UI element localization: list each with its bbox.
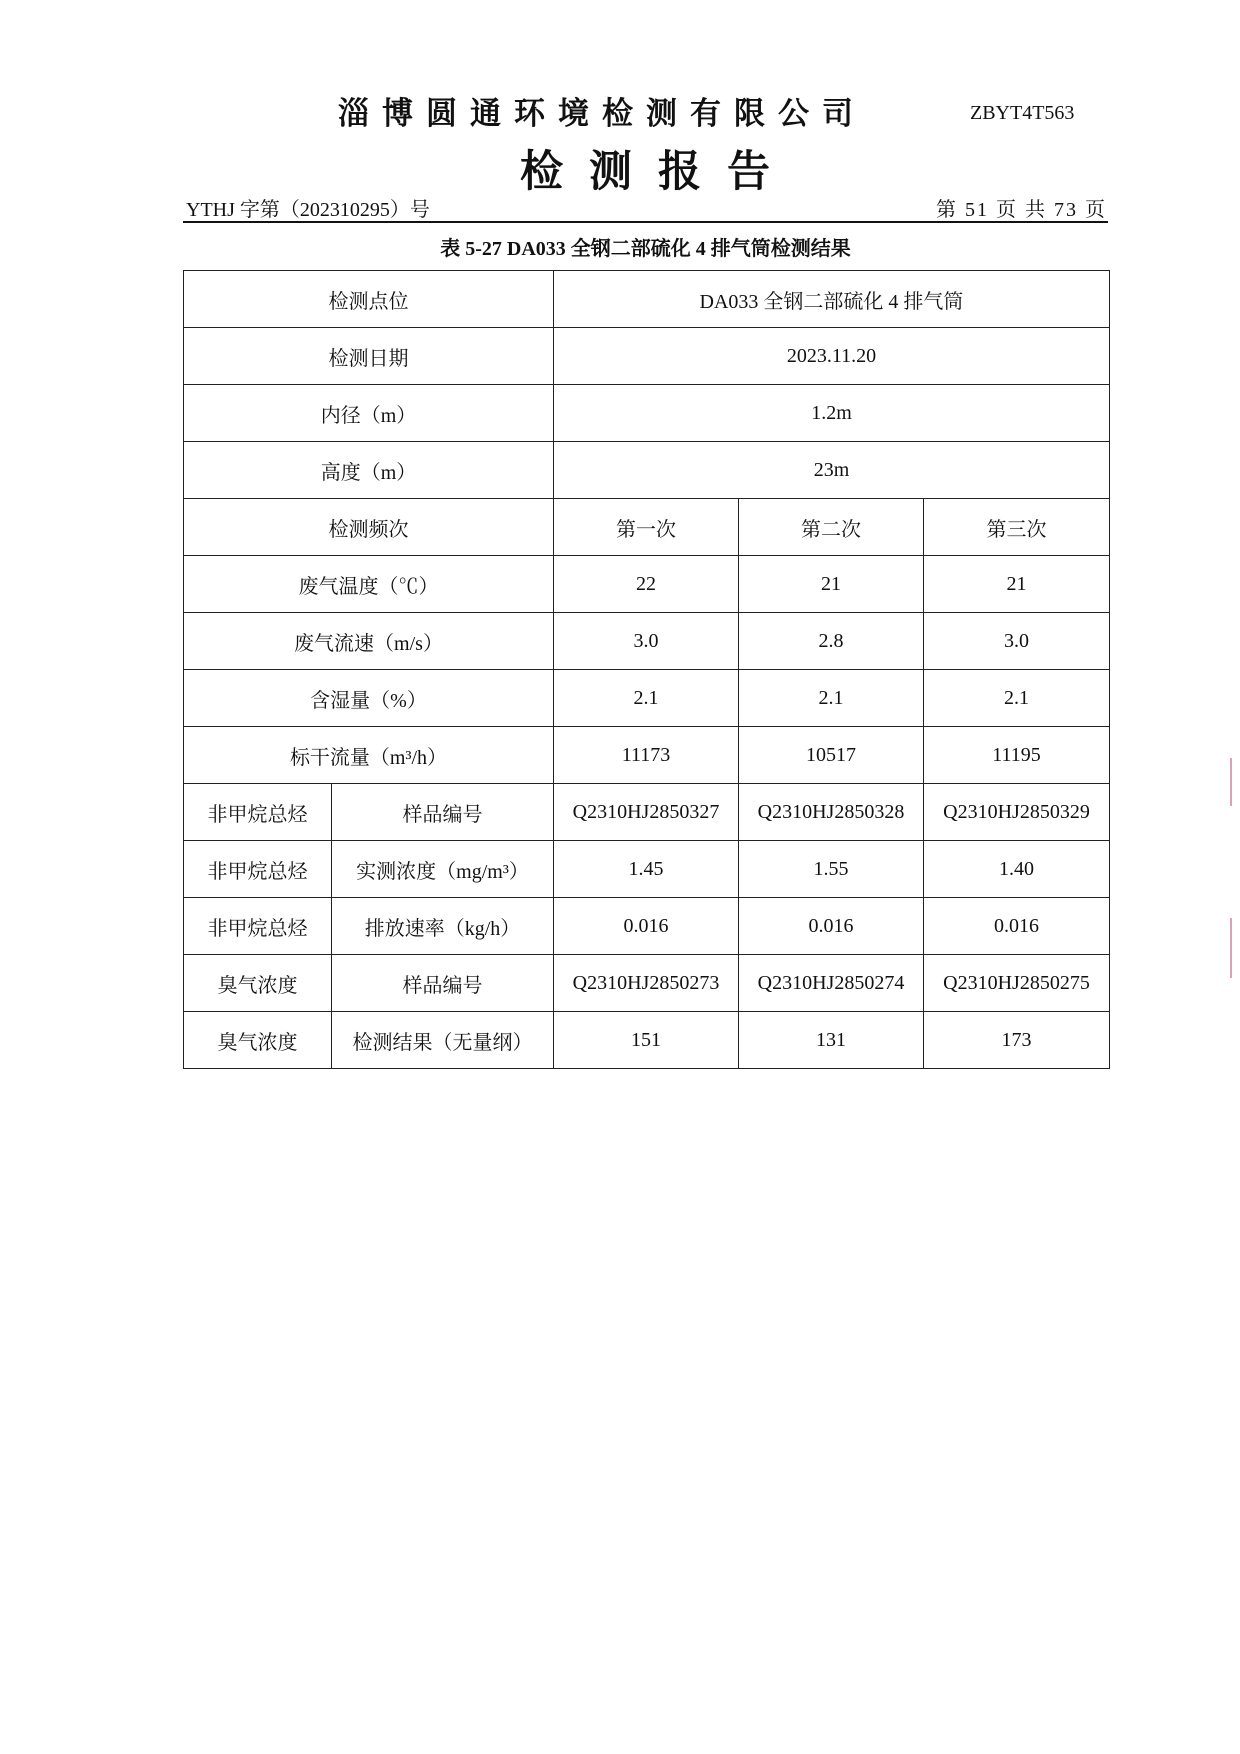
value-cell: 22 <box>554 556 739 613</box>
value-cell: 131 <box>739 1012 924 1069</box>
header-rule <box>183 221 1108 223</box>
page-info: 第 51 页 共 73 页 <box>936 199 1107 221</box>
row-value: 1.2m <box>554 385 1110 442</box>
item-cell: 检测结果（无量纲） <box>332 1012 554 1069</box>
table-row <box>184 385 1110 442</box>
value-cell: 10517 <box>739 727 924 784</box>
value-cell: 11173 <box>554 727 739 784</box>
table-row <box>184 955 1110 1012</box>
edge-seal-mark <box>1230 758 1232 806</box>
row-value: DA033 全钢二部硫化 4 排气筒 <box>554 271 1110 328</box>
row-label: 废气温度（℃） <box>184 556 554 613</box>
table-row <box>184 271 1110 328</box>
document-code: ZBYT4T563 <box>970 102 1075 124</box>
row-label: 标干流量（m³/h） <box>184 727 554 784</box>
edge-seal-mark <box>1230 918 1232 978</box>
table-row <box>184 442 1110 499</box>
value-cell: 3.0 <box>924 613 1110 670</box>
value-cell: 0.016 <box>739 898 924 955</box>
results-table <box>183 270 1110 1069</box>
row-label: 含湿量（%） <box>184 670 554 727</box>
report-number: YTHJ 字第（202310295）号 <box>186 199 430 221</box>
row-label: 高度（m） <box>184 442 554 499</box>
table-row <box>184 784 1110 841</box>
table-row <box>184 613 1110 670</box>
item-cell: 样品编号 <box>332 955 554 1012</box>
value-cell: 21 <box>924 556 1110 613</box>
value-cell: 11195 <box>924 727 1110 784</box>
pollutant-cell: 非甲烷总烃 <box>184 784 332 841</box>
value-cell: Q2310HJ2850327 <box>554 784 739 841</box>
frequency-cell: 第三次 <box>924 499 1110 556</box>
pollutant-cell: 臭气浓度 <box>184 1012 332 1069</box>
value-cell: 2.8 <box>739 613 924 670</box>
item-cell: 样品编号 <box>332 784 554 841</box>
value-cell: 0.016 <box>924 898 1110 955</box>
value-cell: 173 <box>924 1012 1110 1069</box>
value-cell: 2.1 <box>739 670 924 727</box>
value-cell: 2.1 <box>924 670 1110 727</box>
value-cell: 2.1 <box>554 670 739 727</box>
value-cell: 21 <box>739 556 924 613</box>
pollutant-cell: 非甲烷总烃 <box>184 841 332 898</box>
item-cell: 排放速率（kg/h） <box>332 898 554 955</box>
table-caption: 表 5-27 DA033 全钢二部硫化 4 排气筒检测结果 <box>440 238 851 260</box>
value-cell: 3.0 <box>554 613 739 670</box>
row-label: 检测频次 <box>184 499 554 556</box>
table-row <box>184 556 1110 613</box>
row-label: 检测日期 <box>184 328 554 385</box>
row-label: 废气流速（m/s） <box>184 613 554 670</box>
table-row <box>184 841 1110 898</box>
frequency-cell: 第二次 <box>739 499 924 556</box>
value-cell: 1.45 <box>554 841 739 898</box>
company-name: 淄博圆通环境检测有限公司 <box>338 96 866 132</box>
table-row <box>184 898 1110 955</box>
value-cell: Q2310HJ2850275 <box>924 955 1110 1012</box>
table-row <box>184 499 1110 556</box>
value-cell: Q2310HJ2850329 <box>924 784 1110 841</box>
value-cell: 1.40 <box>924 841 1110 898</box>
row-value: 2023.11.20 <box>554 328 1110 385</box>
frequency-cell: 第一次 <box>554 499 739 556</box>
value-cell: Q2310HJ2850328 <box>739 784 924 841</box>
value-cell: Q2310HJ2850274 <box>739 955 924 1012</box>
value-cell: 151 <box>554 1012 739 1069</box>
table-row <box>184 727 1110 784</box>
pollutant-cell: 臭气浓度 <box>184 955 332 1012</box>
value-cell: 1.55 <box>739 841 924 898</box>
pollutant-cell: 非甲烷总烃 <box>184 898 332 955</box>
item-cell: 实测浓度（mg/m³） <box>332 841 554 898</box>
table-row <box>184 328 1110 385</box>
row-label: 内径（m） <box>184 385 554 442</box>
table-row <box>184 1012 1110 1069</box>
table-row <box>184 670 1110 727</box>
row-value: 23m <box>554 442 1110 499</box>
value-cell: Q2310HJ2850273 <box>554 955 739 1012</box>
row-label: 检测点位 <box>184 271 554 328</box>
value-cell: 0.016 <box>554 898 739 955</box>
report-title: 检测报告 <box>520 147 796 197</box>
